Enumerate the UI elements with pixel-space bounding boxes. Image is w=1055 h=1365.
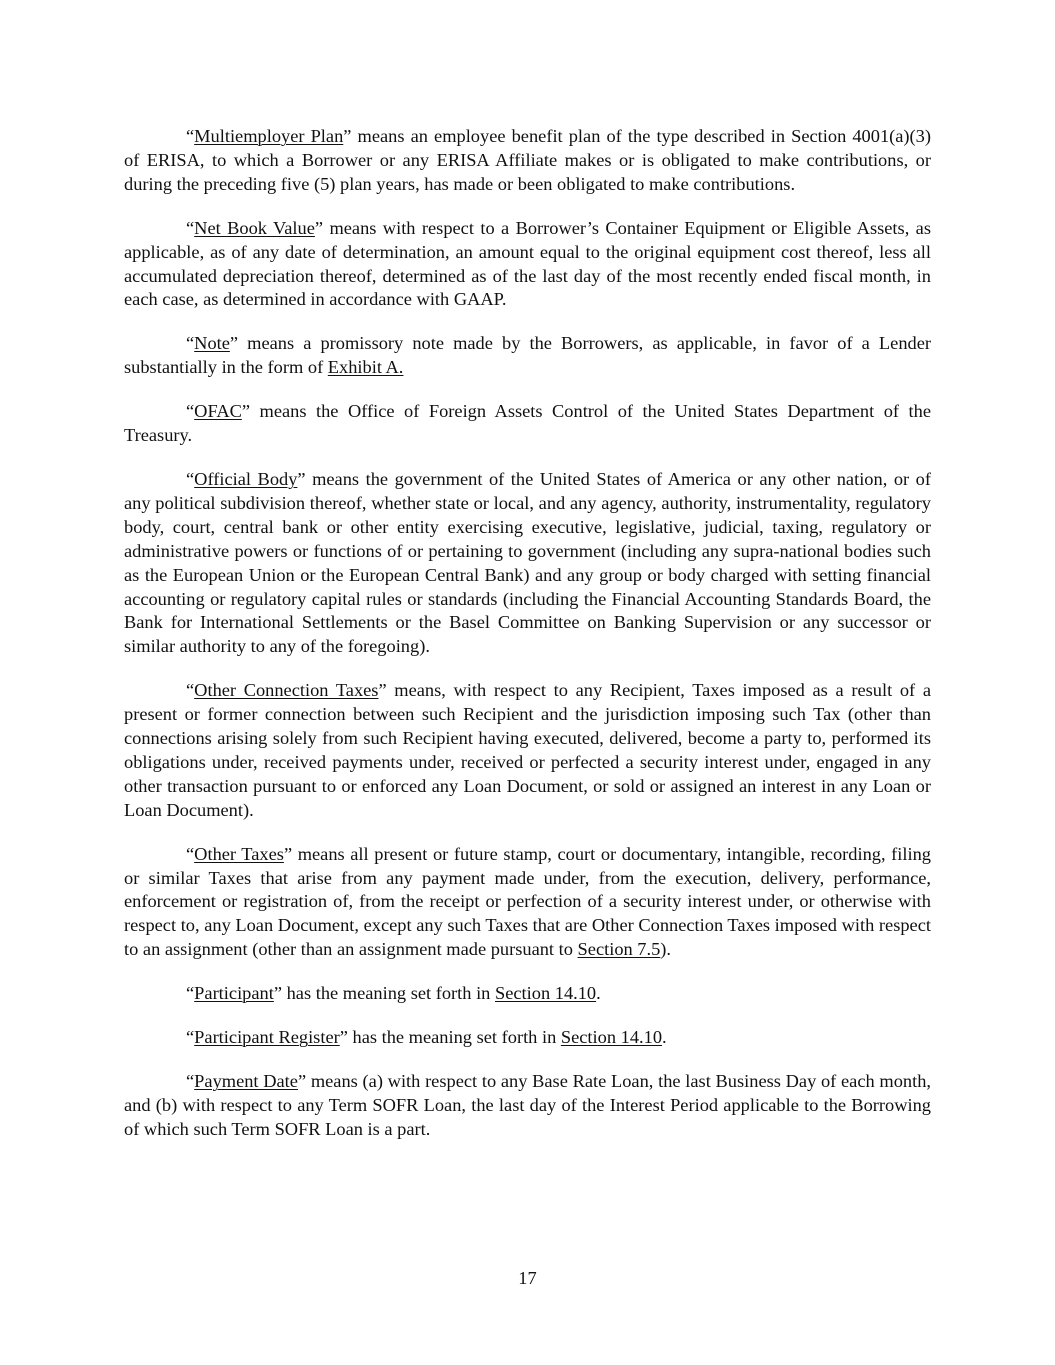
defined-term: Payment Date <box>194 1071 298 1091</box>
open-quote: “ <box>186 217 195 238</box>
definition-payment-date <box>124 1070 931 1142</box>
defined-term: Participant Register <box>194 1027 340 1048</box>
defined-term: Other Connection Taxes <box>194 680 379 701</box>
definition-ofac <box>124 400 931 448</box>
definition-other-taxes <box>124 843 931 963</box>
definition-text: ” means (a) with respect to any Base Rate Loan, the last Business Day of each month, and (b) with respect to any Term SOFR Loan, the last day of the Interest Period applicable to the Borrowing of which such Term SOFR Loan is a part. <box>124 1071 932 1139</box>
open-quote: “ <box>186 1027 195 1048</box>
open-quote: “ <box>186 983 195 1004</box>
definition-text-end: ). <box>660 939 672 960</box>
defined-term: OFAC <box>194 401 242 422</box>
definition-text: ” means the Office of Foreign Assets Control of the United States Department of the Treasury. <box>124 401 931 446</box>
definition-participant-register <box>124 1026 931 1050</box>
open-quote: “ <box>186 1071 195 1091</box>
defined-term: Participant <box>194 983 274 1004</box>
definition-multiemployer-plan <box>124 125 931 197</box>
definition-note <box>124 332 931 380</box>
definition-text: ” has the meaning set forth in <box>339 1027 561 1048</box>
definition-text: ” means an employee benefit plan of the type described in Section 4001(a)(3) of ERISA, to which a Borrower or any ERISA Affiliate makes or is obligated to make contributions, or during the preceding five (5) plan years, has made or been obligated to make contributions. <box>124 126 931 194</box>
open-quote: “ <box>186 843 195 864</box>
definition-text: ” means, with respect to any Recipient, Taxes imposed as a result of a present or former connection between such Recipient and the jurisdiction imposing such Tax (other than connections arising solely from such Recipient having executed, delivered, become a party to, performed its obligations under, received payments under, received or perfected a security interest under, engaged in any other transaction pursuant to or enforced any Loan Document, or sold or assigned an interest in any Loan or Loan Document). <box>124 680 931 820</box>
defined-term: Net Book Value <box>194 217 315 238</box>
definition-text: ” means the government of the United States of America or any other nation, or of any political subdivision thereof, whether state or local, and any agency, authority, instrumentality, regulatory body, court, central bank or other entity exercising executive, legislative, judicial, taxing, regulatory or administrative powers or functions of or pertaining to government (including any supra-national bodies such as the European Union or the European Central Bank) and any group or body charged with setting financial accounting or regulatory capital rules or standards (including the Financial Accounting Standards Board, the Bank for International Settlements or the Basel Committee on Banking Supervision or any successor or similar authority to any of the foregoing). <box>124 468 931 657</box>
definition-text: ” has the meaning set forth in <box>273 983 495 1004</box>
cross-reference: Section 7.5 <box>577 939 661 960</box>
definition-participant <box>124 982 931 1006</box>
cross-reference: Section 14.10 <box>560 1027 663 1048</box>
open-quote: “ <box>186 126 195 146</box>
defined-term: Official Body <box>194 468 298 489</box>
definition-text: ” means all present or future stamp, court or documentary, intangible, recording, filing or similar Taxes that arise from any payment made under, from the execution, delivery, performance, enforcement or registration of, from the receipt or perfection of a security interest under, or otherwise with respect to, any Loan Document, except any such Taxes that are Other Connection Taxes imposed with respect to an assignment (other than an assignment made pursuant to <box>124 843 932 960</box>
definition-text-end: . <box>662 1027 667 1048</box>
cross-reference: Exhibit A. <box>327 357 404 378</box>
defined-term: Multiemployer Plan <box>194 126 344 146</box>
definition-text-end: . <box>596 983 601 1004</box>
open-quote: “ <box>186 468 195 489</box>
page-number: 17 <box>518 1268 537 1288</box>
definition-net-book-value <box>124 217 931 313</box>
definition-text: ” means with respect to a Borrower’s Container Equipment or Eligible Assets, as applicable, as of any date of determination, an amount equal to the original equipment cost thereof, less all accumulated depreciation thereof, determined as of the last day of the most recently ended fiscal month, in each case, as determined in accordance with GAAP. <box>124 217 932 310</box>
cross-reference: Section 14.10 <box>494 983 597 1004</box>
open-quote: “ <box>186 401 195 422</box>
definition-official-body <box>124 468 931 659</box>
definition-other-connection-taxes <box>124 679 931 822</box>
document-page <box>124 125 931 1162</box>
defined-term: Note <box>194 333 230 354</box>
open-quote: “ <box>186 680 195 701</box>
definition-text: ” means a promissory note made by the Borrowers, as applicable, in favor of a Lender substantially in the form of <box>124 333 931 378</box>
defined-term: Other Taxes <box>194 843 284 864</box>
open-quote: “ <box>186 333 195 354</box>
